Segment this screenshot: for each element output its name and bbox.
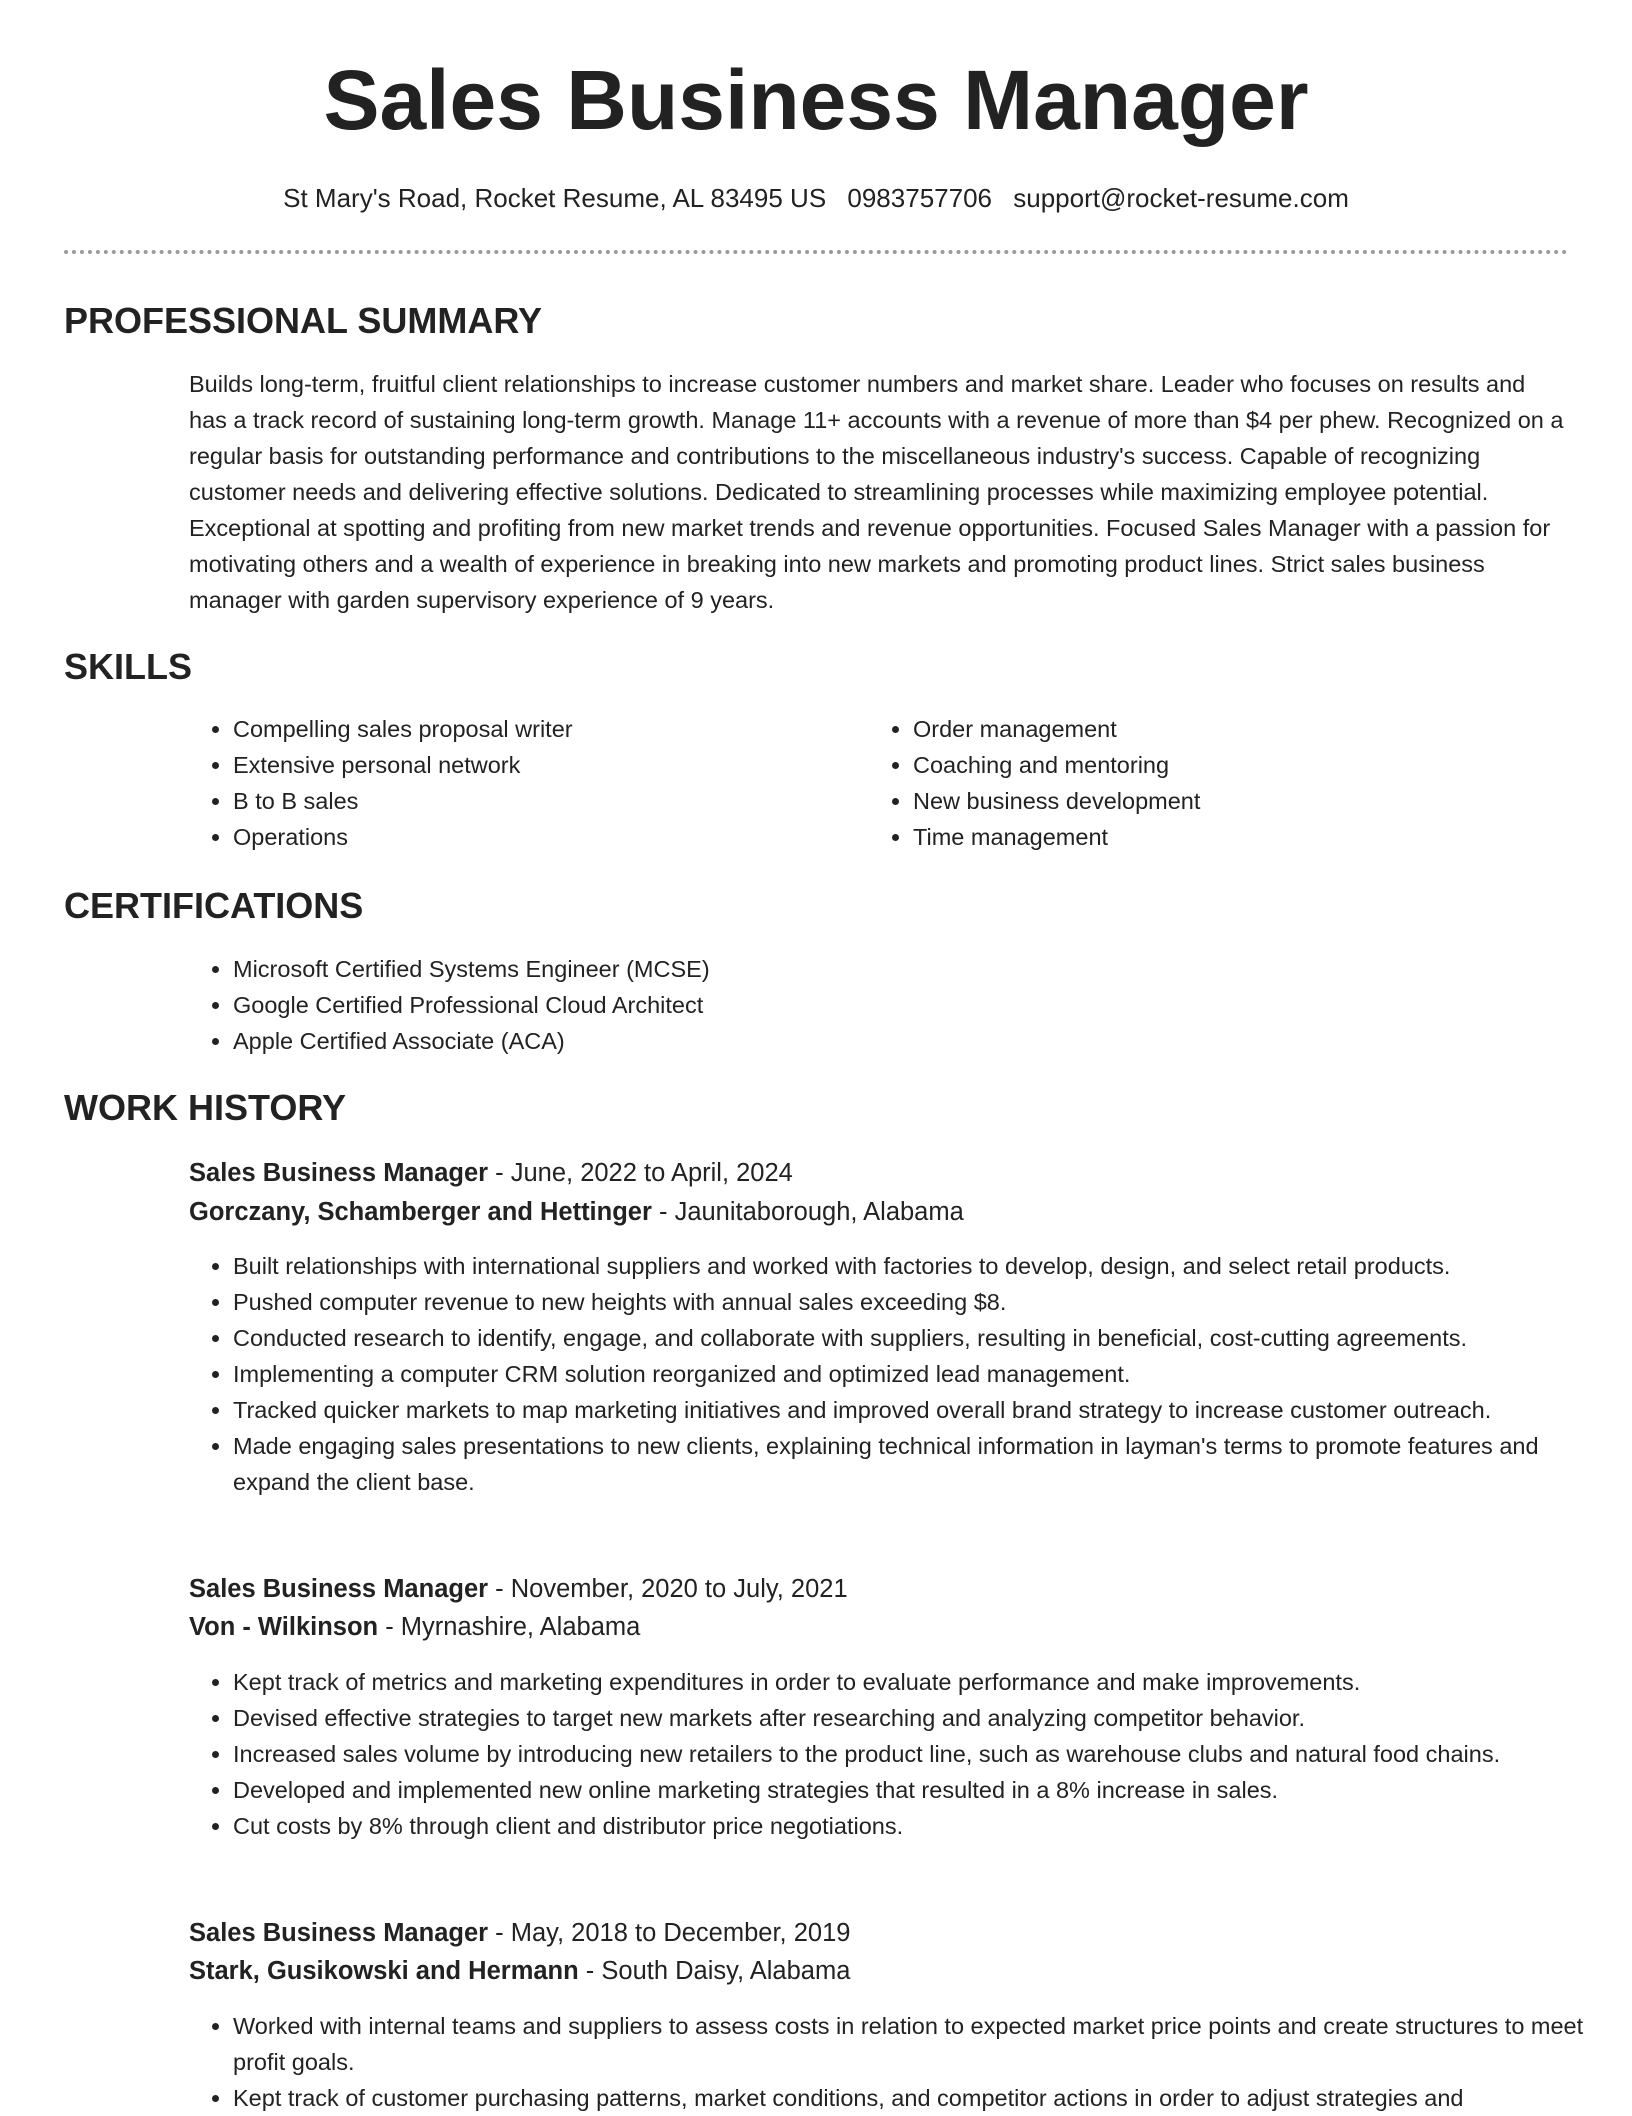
job-title: Sales Business Manager (189, 1159, 489, 1187)
job-bullet: • Kept track of customer purchasing patterns, market conditions, and competitor actions in order to adjust strategies and (233, 2080, 1603, 2116)
job-bullet: • Tracked quicker markets to map marketing initiatives and improved overall brand strategy to increase customer outreach. (233, 1392, 1603, 1428)
skill-item: • Compelling sales proposal writer (233, 711, 833, 747)
certifications-heading: CERTIFICATIONS (64, 885, 364, 926)
job-bullet: • Cut costs by 8% through client and distributor price negotiations. (233, 1808, 1603, 1844)
job-title-line (189, 1915, 850, 1951)
skills-heading: SKILLS (64, 646, 193, 687)
job-company-line (189, 1194, 964, 1230)
header-divider (64, 250, 1568, 254)
job-bullet-list (189, 2008, 1603, 2116)
job-bullet: • Conducted research to identify, engage, and collaborate with suppliers, resulting in beneficial, cost-cutting agreements. (233, 1320, 1603, 1356)
email-text: support@rocket-resume.com (1013, 183, 1349, 213)
job-title: Sales Business Manager (189, 1919, 489, 1947)
job-dates: - May, 2018 to December, 2019 (488, 1919, 851, 1947)
job-bullet: • Made engaging sales presentations to new clients, explaining technical information in layman's terms to promote features and expand the client base. (233, 1428, 1603, 1500)
job-bullet: • Developed and implemented new online marketing strategies that resulted in a 8% increase in sales. (233, 1772, 1603, 1808)
skill-item: • Extensive personal network (233, 747, 833, 783)
summary-heading: PROFESSIONAL SUMMARY (64, 300, 543, 341)
contact-line (0, 182, 1632, 214)
job-location: - Myrnashire, Alabama (378, 1613, 641, 1641)
certification-item: • Microsoft Certified Systems Engineer (MCSE) (233, 951, 1533, 987)
address-text: St Mary's Road, Rocket Resume, AL 83495 US (283, 183, 827, 213)
job-bullet: • Pushed computer revenue to new heights with annual sales exceeding $8. (233, 1284, 1603, 1320)
skill-item: • Order management (913, 711, 1513, 747)
job-company-line (189, 1609, 640, 1645)
job-bullet: • Kept track of metrics and marketing expenditures in order to evaluate performance and make improvements. (233, 1664, 1603, 1700)
job-company: Stark, Gusikowski and Hermann (189, 1957, 579, 1985)
job-company-line (189, 1953, 850, 1989)
job-title: Sales Business Manager (189, 1575, 489, 1603)
skill-item: • New business development (913, 783, 1513, 819)
skill-item: • B to B sales (233, 783, 833, 819)
job-title-line (189, 1571, 848, 1607)
summary-text: Builds long-term, fruitful client relationships to increase customer numbers and market share. Leader who focuses on results and has a track record of sustaining long-term growth. Manage 11+ accounts with a revenue of more than $4 per phew. Recognized on a regular basis for outstanding performance and contributions to the miscellaneous industry's success. Capable of recognizing customer needs and delivering effective solutions. Dedicated to streamlining processes while maximizing employee potential. Exceptional at spotting and profiting from new market trends and revenue opportunities. Focused Sales Manager with a passion for motivating others and a wealth of experience in breaking into new markets and promoting product lines. Strict sales business manager with garden supervisory experience of 9 years. (189, 371, 1564, 613)
job-location: - Jaunitaborough, Alabama (651, 1198, 964, 1226)
job-bullet: • Implementing a computer CRM solution reorganized and optimized lead management. (233, 1356, 1603, 1392)
skills-list-right (869, 711, 1513, 855)
job-bullet-list (189, 1664, 1603, 1844)
resume-name: Sales Business Manager (323, 53, 1309, 147)
job-bullet: • Worked with internal teams and suppliers to assess costs in relation to expected market price points and create structures to meet profit goals. (233, 2008, 1603, 2080)
skill-item: • Time management (913, 819, 1513, 855)
skill-item: • Coaching and mentoring (913, 747, 1513, 783)
job-bullet-list (189, 1248, 1603, 1500)
job-bullet: • Increased sales volume by introducing new retailers to the product line, such as warehouse clubs and natural food chains. (233, 1736, 1603, 1772)
job-company: Von - Wilkinson (189, 1613, 379, 1641)
job-bullet: • Built relationships with international suppliers and worked with factories to develop, design, and select retail products. (233, 1248, 1603, 1284)
skill-item: • Operations (233, 819, 833, 855)
job-title-line (189, 1155, 793, 1191)
job-dates: - November, 2020 to July, 2021 (488, 1575, 848, 1603)
certification-item: • Google Certified Professional Cloud Architect (233, 987, 1533, 1023)
work-history-heading: WORK HISTORY (64, 1087, 347, 1128)
job-bullet: • Devised effective strategies to target new markets after researching and analyzing competitor behavior. (233, 1700, 1603, 1736)
phone-text: 0983757706 (847, 183, 992, 213)
certification-item: • Apple Certified Associate (ACA) (233, 1023, 1533, 1059)
job-location: - South Daisy, Alabama (578, 1957, 851, 1985)
skills-list-left (189, 711, 833, 855)
job-company: Gorczany, Schamberger and Hettinger (189, 1198, 652, 1226)
job-dates: - June, 2022 to April, 2024 (488, 1159, 793, 1187)
certifications-list (189, 951, 1533, 1059)
